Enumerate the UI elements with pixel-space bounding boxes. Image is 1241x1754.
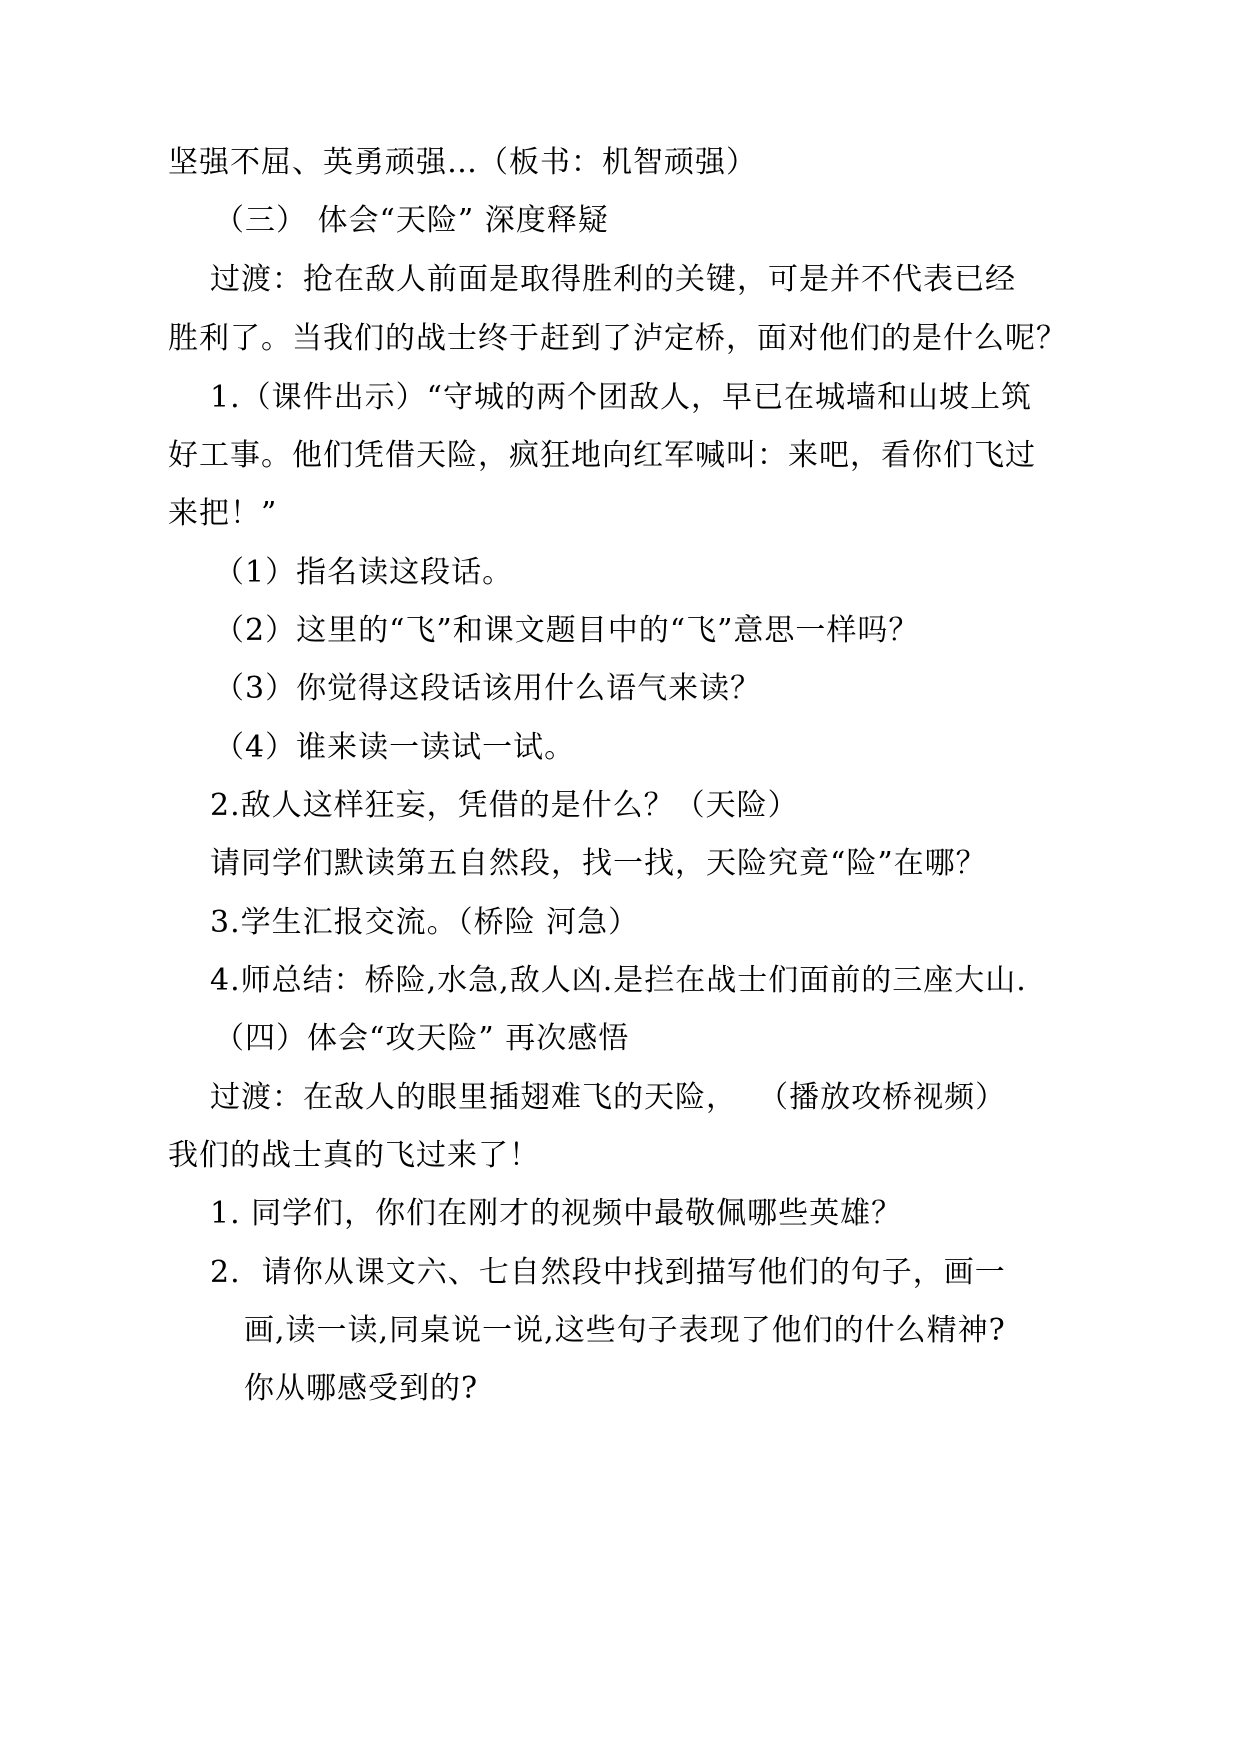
paragraph-line: 好工事。他们凭借天险，疯狂地向红军喊叫：来吧，看你们飞过 (168, 438, 1036, 473)
paragraph-line: 1.（课件出示）“守城的两个团敌人，早已在城墙和山坡上筑 (210, 380, 1032, 415)
list-item-continuation: 画,读一读,同桌说一说,这些句子表现了他们的什么精神? (244, 1313, 1006, 1348)
list-item: 4.师总结：桥险,水急,敌人凶.是拦在战士们面前的三座大山. (210, 963, 1027, 998)
paragraph-line: 胜利了。当我们的战士终于赶到了泸定桥，面对他们的是什么呢？ (168, 321, 1067, 356)
paragraph-line: 来把！” (168, 496, 278, 531)
list-item: （1）指名读这段话。 (214, 555, 514, 590)
list-item: （4）谁来读一读试一试。 (214, 730, 576, 765)
section-heading: （三） 体会“天险” 深度释疑 (214, 203, 609, 238)
list-item: 1. 同学们，你们在刚才的视频中最敬佩哪些英雄？ (210, 1196, 903, 1231)
section-heading: （四）体会“攻天险” 再次感悟 (214, 1021, 630, 1056)
text-line: 坚强不屈、英勇顽强…（板书：机智顽强） (168, 145, 757, 180)
list-item: （3）你觉得这段话该用什么语气来读？ (214, 671, 762, 706)
paragraph-line: 过渡：抢在敌人前面是取得胜利的关键，可是并不代表已经 (210, 262, 1016, 297)
list-item: （2）这里的“飞”和课文题目中的“飞”意思一样吗？ (214, 613, 920, 648)
paragraph-line: 我们的战士真的飞过来了！ (168, 1138, 540, 1173)
list-item: 2. 请你从课文六、七自然段中找到描写他们的句子，画一 (210, 1255, 1006, 1290)
list-item: 2.敌人这样狂妄，凭借的是什么？（天险） (210, 788, 799, 823)
paragraph-line: 请同学们默读第五自然段，找一找，天险究竟“险”在哪？ (210, 846, 987, 881)
list-item-continuation: 你从哪感受到的? (244, 1371, 479, 1406)
list-item: 3.学生汇报交流。（桥险 河急） (210, 905, 640, 940)
paragraph-line: 过渡：在敌人的眼里插翅难飞的天险， （播放攻桥视频） (210, 1080, 1007, 1115)
